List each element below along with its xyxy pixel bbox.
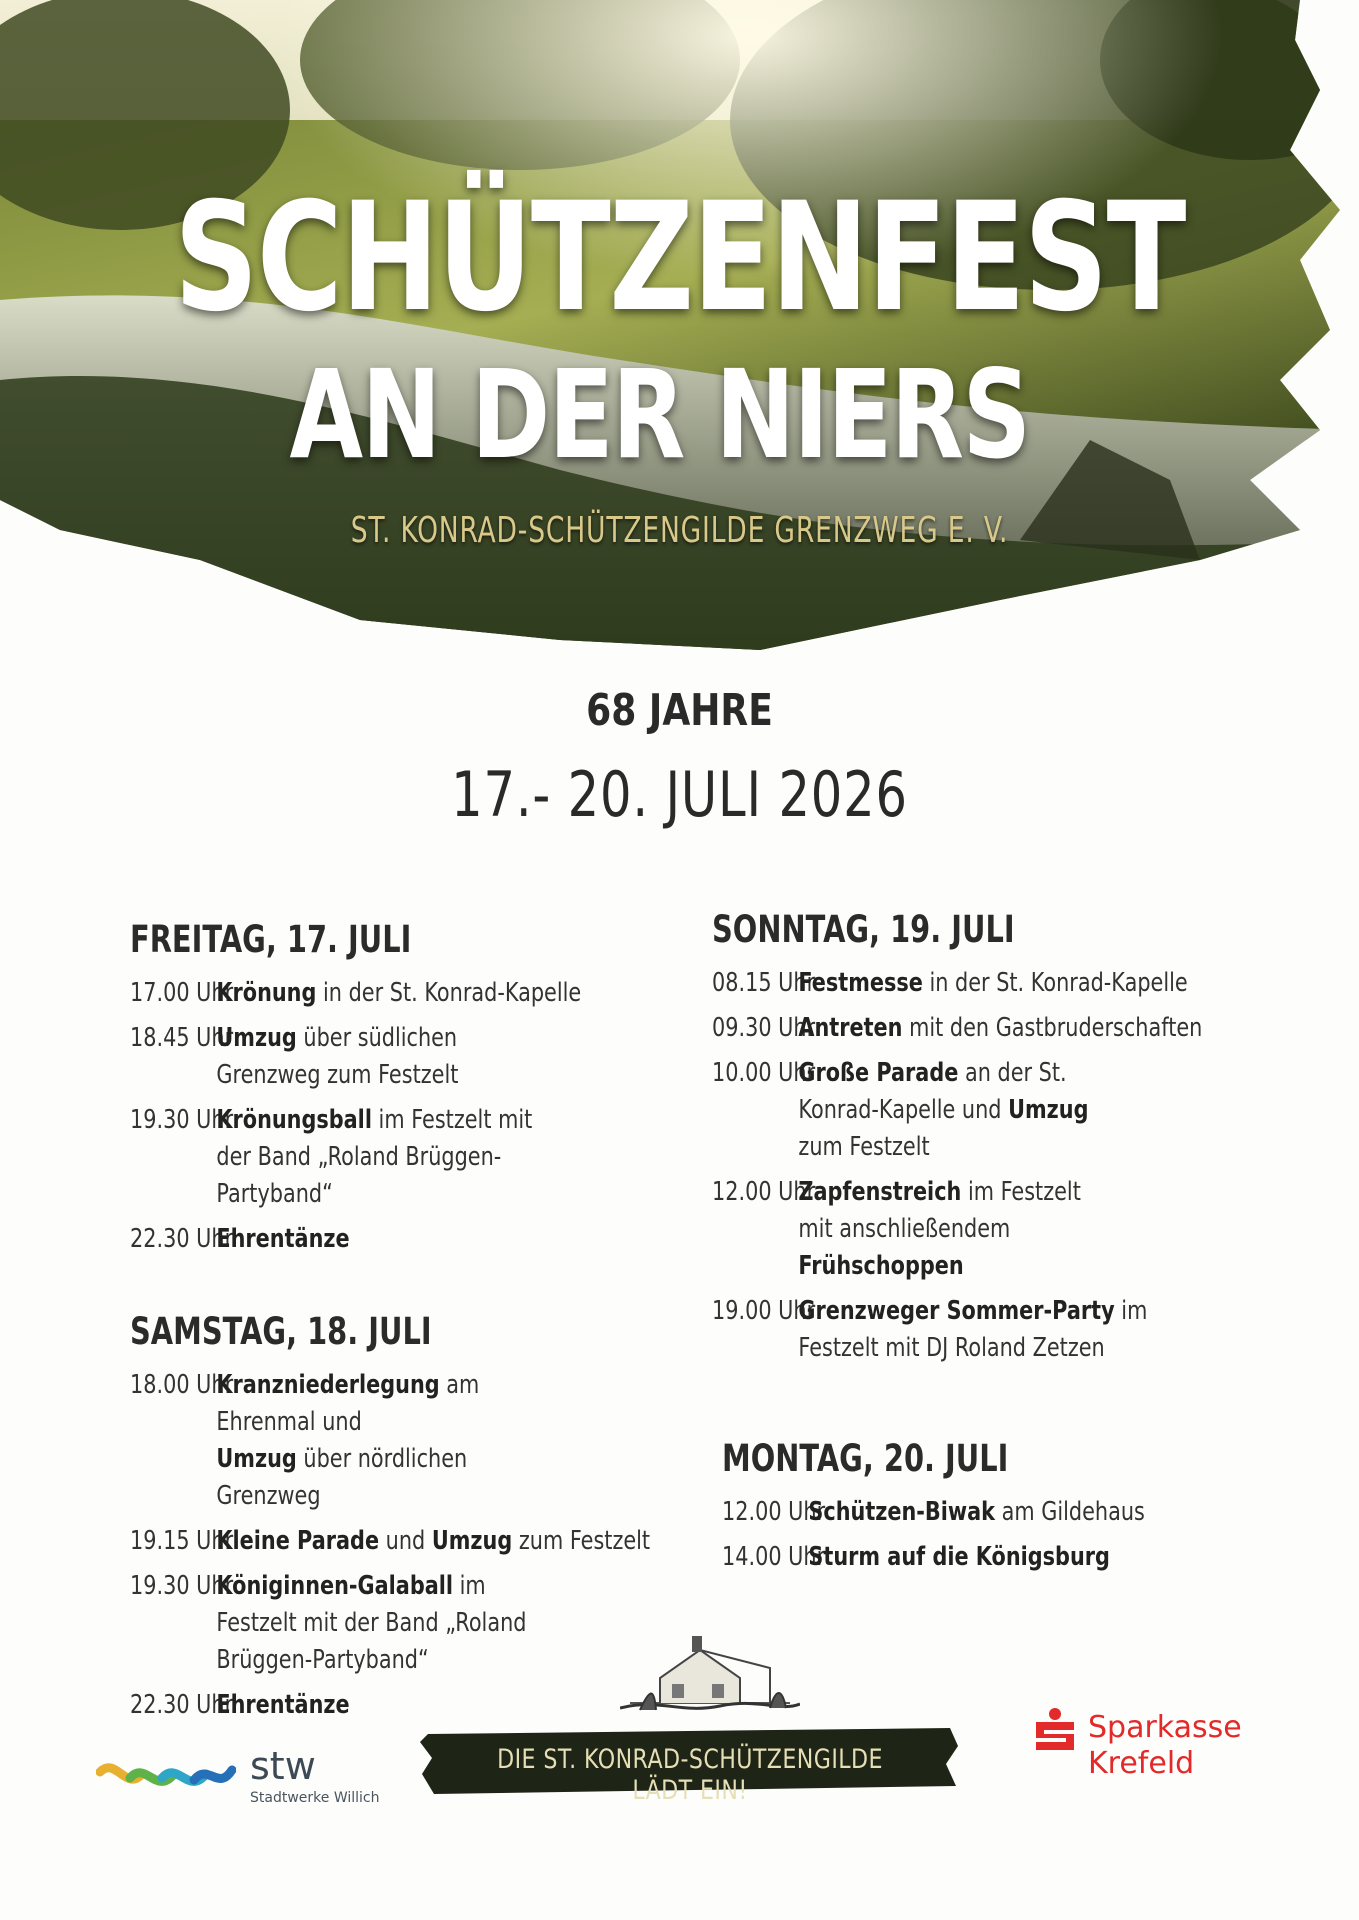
- day-title: MONTAG, 20. JULI: [722, 1437, 1009, 1480]
- event-row: [130, 975, 690, 1012]
- hero-banner: [0, 0, 1359, 700]
- event-time: 18.00 Uhr: [130, 1370, 234, 1400]
- event-row: [712, 1293, 1272, 1367]
- event-time: 22.30 Uhr: [130, 1690, 234, 1720]
- event-time: 10.00 Uhr: [712, 1058, 816, 1088]
- date-range: 17.- 20. JULI 2026: [451, 758, 908, 831]
- day-saturday: [130, 1310, 690, 1724]
- event-time: 14.00 Uhr: [722, 1542, 826, 1572]
- hero-subtitle: ST. KONRAD-SCHÜTZENGILDE GRENZWEG E. V.: [350, 510, 1009, 551]
- day-friday: [130, 918, 690, 1258]
- event-time: 19.30 Uhr: [130, 1105, 234, 1135]
- event-desc: Antreten mit den Gastbruderschaften: [798, 1013, 1203, 1043]
- event-desc: Krönungsball im Festzelt mit der Band „Roland Brüggen-Partyband“: [216, 1105, 533, 1209]
- hero-title-line1: SCHÜTZENFEST: [174, 171, 1185, 345]
- event-time: 19.00 Uhr: [712, 1296, 816, 1326]
- day-sunday: [712, 908, 1272, 1367]
- day-title: SONNTAG, 19. JULI: [712, 908, 1015, 951]
- event-row: [130, 1568, 690, 1679]
- event-desc: Sturm auf die Königsburg: [808, 1542, 1110, 1572]
- event-desc: Ehrentänze: [216, 1224, 350, 1254]
- event-time: 18.45 Uhr: [130, 1023, 234, 1053]
- event-desc: Ehrentänze: [216, 1690, 350, 1720]
- event-desc: Krönung in der St. Konrad-Kapelle: [216, 978, 582, 1008]
- schedule-right-column: [712, 908, 1272, 1620]
- event-desc: Kranzniederlegung am Ehrenmal und Umzug über nördlichen Grenzweg: [216, 1370, 480, 1511]
- event-desc: Kleine Parade und Umzug zum Festzelt: [216, 1526, 651, 1556]
- event-row: [722, 1539, 1282, 1576]
- event-row: [712, 1055, 1272, 1166]
- event-row: [712, 1010, 1272, 1047]
- event-row: [130, 1102, 690, 1213]
- event-desc: Große Parade an der St. Konrad-Kapelle und Umzug zum Festzelt: [798, 1058, 1089, 1162]
- event-time: 09.30 Uhr: [712, 1013, 816, 1043]
- sparkasse-logo-text: Sparkasse Krefeld: [1088, 1710, 1242, 1781]
- invitation-banner-text: DIE ST. KONRAD-SCHÜTZENGILDE LÄDT EIN!: [497, 1744, 883, 1806]
- event-desc: Schützen-Biwak am Gildehaus: [808, 1497, 1145, 1527]
- event-row: [722, 1494, 1282, 1531]
- stw-logo-subtitle: Stadtwerke Willich: [250, 1790, 380, 1806]
- day-title: SAMSTAG, 18. JULI: [130, 1310, 432, 1353]
- event-desc: Umzug über südlichen Grenzweg zum Festzelt: [216, 1023, 459, 1090]
- event-time: 12.00 Uhr: [722, 1497, 826, 1527]
- event-time: 12.00 Uhr: [712, 1177, 816, 1207]
- event-desc: Grenzweger Sommer-Party im Festzelt mit DJ Roland Zetzen: [798, 1296, 1148, 1363]
- guild-house-sketch-icon: [620, 1628, 800, 1718]
- event-desc: Königinnen-Galaball im Festzelt mit der Band „Roland Brüggen-Partyband“: [216, 1571, 527, 1675]
- event-desc: Festmesse in der St. Konrad-Kapelle: [798, 968, 1188, 998]
- event-time: 22.30 Uhr: [130, 1224, 234, 1254]
- event-row: [712, 965, 1272, 1002]
- sparkasse-logo-icon: [1030, 1706, 1080, 1756]
- event-row: [130, 1020, 690, 1094]
- event-row: [712, 1174, 1272, 1285]
- event-row: [130, 1523, 690, 1560]
- event-time: 19.15 Uhr: [130, 1526, 234, 1556]
- event-row: [130, 1221, 690, 1258]
- day-monday: [722, 1437, 1272, 1576]
- day-title: FREITAG, 17. JULI: [130, 918, 412, 961]
- event-time: 17.00 Uhr: [130, 978, 234, 1008]
- event-time: 19.30 Uhr: [130, 1571, 234, 1601]
- event-row: [130, 1687, 690, 1724]
- event-desc: Zapfenstreich im Festzelt mit anschließendem Frühschoppen: [798, 1177, 1081, 1281]
- stw-wave-logo-icon: [96, 1752, 236, 1802]
- stw-logo-text: stw: [250, 1744, 316, 1788]
- anniversary-label: 68 JAHRE: [586, 685, 773, 736]
- schedule-left-column: [130, 918, 690, 1768]
- event-row: [130, 1367, 690, 1515]
- hero-title-line2: AN DER NIERS: [289, 344, 1030, 486]
- event-time: 08.15 Uhr: [712, 968, 816, 998]
